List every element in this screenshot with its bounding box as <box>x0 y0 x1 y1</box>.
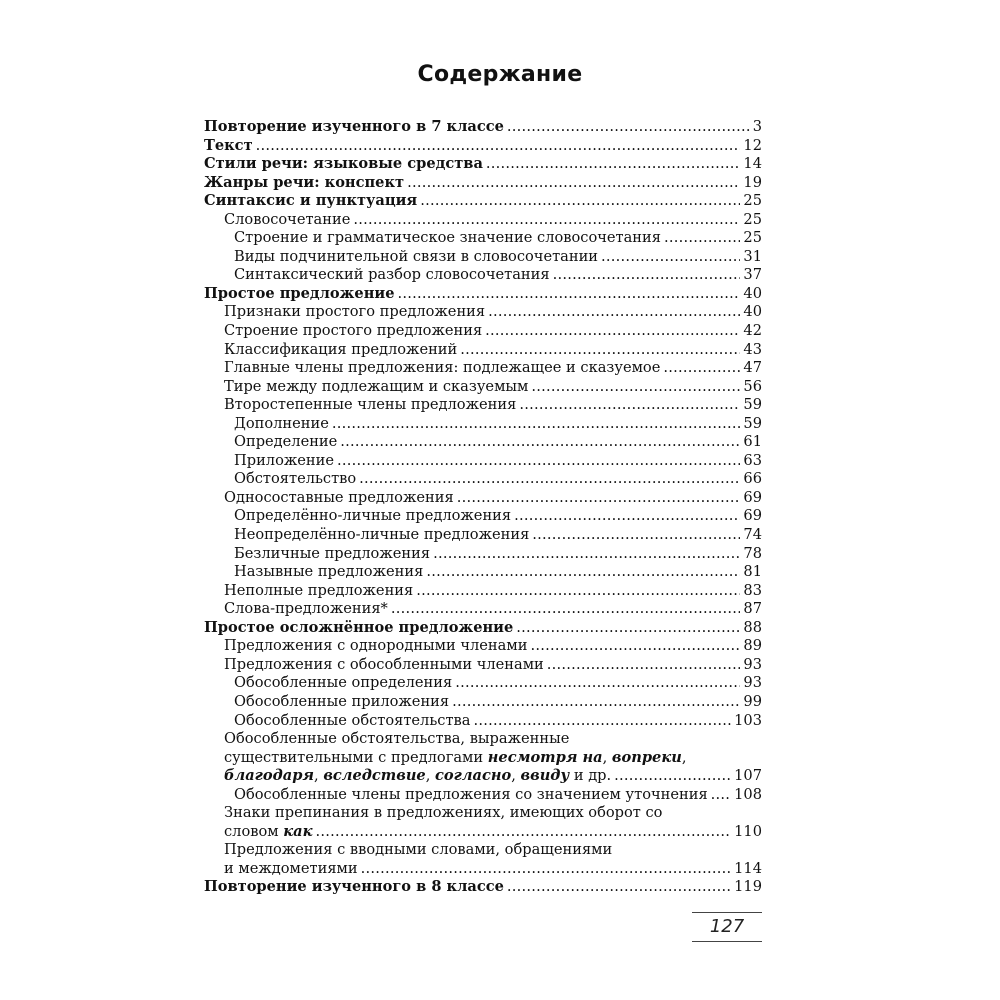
toc-entry-label: Строение простого предложения <box>224 322 483 340</box>
toc-entry-label-part: словом <box>224 822 284 840</box>
emphasis-term: согласно <box>435 767 512 785</box>
dot-leader <box>340 433 740 452</box>
toc-entry-label: Предложения с однородными членами <box>224 637 528 655</box>
toc-entry-label: Виды подчинительной связи в словосочетании <box>234 247 599 265</box>
dot-leader <box>488 303 740 322</box>
dot-leader <box>433 545 740 564</box>
dot-leader <box>397 285 740 304</box>
toc-entry-row[interactable] <box>204 470 762 489</box>
toc-page-number: 25 <box>743 192 762 210</box>
toc-entry-row[interactable] <box>204 229 762 248</box>
toc-page-number: 93 <box>743 655 762 673</box>
toc-page-number: 78 <box>743 544 762 562</box>
toc-entry-row[interactable] <box>204 341 762 360</box>
toc-page-number: 69 <box>743 488 762 506</box>
dot-leader <box>337 452 740 471</box>
toc-entry-row[interactable] <box>204 174 762 193</box>
toc-page-number: 93 <box>743 674 762 692</box>
emphasis-term: вопреки <box>611 748 682 766</box>
toc-page-number: 3 <box>752 118 762 135</box>
toc-page-number: 37 <box>743 266 762 284</box>
toc-page-number: 56 <box>743 377 762 395</box>
toc-entry-multiline-line <box>204 841 762 860</box>
toc-page-number: 110 <box>734 822 762 840</box>
toc-entry-row[interactable] <box>204 600 762 619</box>
toc-entry-label: Неопределённо-личные предложения <box>234 526 530 544</box>
dot-leader <box>663 359 740 378</box>
toc-entry-row[interactable] <box>204 322 762 341</box>
toc-entry-label: Тире между подлежащим и сказуемым <box>224 377 529 395</box>
toc-entry-row[interactable] <box>204 433 762 452</box>
toc-entry-label: Определение <box>234 433 338 451</box>
toc-entry-row[interactable] <box>204 656 762 675</box>
toc-entry-row[interactable] <box>204 712 762 731</box>
dot-leader <box>455 674 740 693</box>
toc-entry-row[interactable] <box>204 767 762 786</box>
dot-leader <box>416 582 740 601</box>
toc-entry-row[interactable] <box>204 489 762 508</box>
toc-entry-label: Неполные предложения <box>224 581 414 599</box>
toc-entry-label[interactable]: Обособленные обстоятельства, выраженные <box>224 730 570 748</box>
toc-page-number: 59 <box>743 396 762 414</box>
toc-entry-multiline-line <box>204 749 762 768</box>
toc-entry-label: Обособленные обстоятельства <box>234 711 471 729</box>
dot-leader <box>514 507 740 526</box>
toc-entry-label: Предложения с обособленными членами <box>224 655 544 673</box>
dot-leader <box>452 693 740 712</box>
toc-entry-label <box>224 823 312 842</box>
toc-entry-row[interactable] <box>204 248 762 267</box>
dot-leader <box>507 878 731 897</box>
dot-leader <box>507 118 750 137</box>
dot-leader <box>486 155 741 174</box>
toc-entry-label: Текст <box>204 136 253 154</box>
dot-leader <box>426 563 740 582</box>
emphasis-term: несмотря на <box>487 748 603 766</box>
toc-entry-row[interactable] <box>204 619 762 638</box>
toc-entry-row[interactable] <box>204 563 762 582</box>
toc-page-number: 107 <box>734 767 762 785</box>
toc-entry-label: Повторение изученного в 8 классе <box>204 878 504 896</box>
toc-entry-label: Определённо-личные предложения <box>234 507 512 525</box>
toc-entry-label: Жанры речи: конспект <box>204 173 405 191</box>
dot-leader <box>485 322 740 341</box>
toc-entry-label: Синтаксис и пунктуация <box>204 192 418 210</box>
punct: , <box>681 748 687 766</box>
toc-page-number: 99 <box>743 692 762 710</box>
toc-entry-row[interactable] <box>204 526 762 545</box>
toc-entry-label: Приложение <box>234 451 335 469</box>
toc-entry-multiline-line <box>204 730 762 749</box>
toc-entry-label: Синтаксический разбор словосочетания <box>234 266 550 284</box>
toc-page-number: 14 <box>743 155 762 173</box>
dot-leader <box>391 600 741 619</box>
toc-entry-row[interactable] <box>204 303 762 322</box>
dot-leader <box>315 823 731 842</box>
toc-page-number: 40 <box>743 284 762 302</box>
dot-leader <box>420 192 740 211</box>
toc-entry-row[interactable] <box>204 137 762 156</box>
dot-leader <box>516 619 740 638</box>
toc-entry-row[interactable] <box>204 582 762 601</box>
toc-page-number: 83 <box>743 581 762 599</box>
toc-page-number: 47 <box>743 359 762 377</box>
toc-entry-label: Строение и грамматическое значение словосочетания <box>234 229 661 247</box>
toc-entry-label: Стили речи: языковые средства <box>204 155 483 173</box>
punct: , <box>511 767 521 785</box>
toc-page-number: 63 <box>743 451 762 469</box>
toc-page-number: 25 <box>743 210 762 228</box>
toc-entry-row[interactable] <box>204 378 762 397</box>
toc-entry-label: Повторение изученного в 7 классе <box>204 118 504 135</box>
toc-entry-label: Обособленные определения <box>234 674 453 692</box>
toc-entry-row[interactable] <box>204 192 762 211</box>
dot-leader <box>601 248 740 267</box>
dot-leader <box>530 637 740 656</box>
emphasis-term: благодаря <box>224 767 315 785</box>
dot-leader <box>407 174 740 193</box>
toc-entry-row[interactable] <box>204 545 762 564</box>
emphasis-term: как <box>283 822 313 840</box>
dot-leader <box>332 415 741 434</box>
page-number: 127 <box>692 912 762 942</box>
toc-page-number: 19 <box>743 173 762 191</box>
toc-page-number: 89 <box>743 637 762 655</box>
toc-entry-label: Второстепенные члены предложения <box>224 396 517 414</box>
toc-entry-label <box>224 767 611 786</box>
toc-page-number: 88 <box>743 618 762 636</box>
toc-entry-label: Обстоятельство <box>234 470 357 488</box>
toc-page-number: 81 <box>743 563 762 581</box>
toc-entry-label: Главные члены предложения: подлежащее и сказуемое <box>224 359 661 377</box>
dot-leader <box>457 489 741 508</box>
toc-entry-label: Односоставные предложения <box>224 488 454 506</box>
toc-page-number: 59 <box>743 414 762 432</box>
toc-entry-row[interactable] <box>204 211 762 230</box>
toc-entry-row[interactable] <box>204 674 762 693</box>
toc-entries <box>204 118 762 730</box>
dot-leader <box>353 211 740 230</box>
emphasis-term: вследствие <box>323 767 426 785</box>
toc-entry-label: Обособленные приложения <box>234 692 450 710</box>
dot-leader <box>553 266 741 285</box>
toc-entry-row[interactable] <box>204 786 762 805</box>
toc-entry-row[interactable] <box>204 266 762 285</box>
dot-leader <box>664 229 740 248</box>
toc-page-number: 103 <box>734 711 762 729</box>
dot-leader <box>614 767 731 786</box>
page-title: Содержание <box>417 62 583 87</box>
toc-page-number: 69 <box>743 507 762 525</box>
dot-leader <box>473 712 731 731</box>
toc-entry-row[interactable] <box>204 415 762 434</box>
toc-entry-row[interactable] <box>204 860 762 879</box>
toc-entry-label: Простое предложение <box>204 284 395 302</box>
toc-entry-label: Классификация предложений <box>224 340 458 358</box>
toc-entry-label: Простое осложнённое предложение <box>204 618 514 636</box>
toc-page-number: 74 <box>743 526 762 544</box>
dot-leader <box>711 786 731 805</box>
toc-entry-row[interactable] <box>204 637 762 656</box>
toc-page-number: 119 <box>734 878 762 896</box>
dot-leader <box>532 526 740 545</box>
toc-page-number: 25 <box>743 229 762 247</box>
toc-entry-label: Словосочетание <box>224 210 351 228</box>
toc-entry-row[interactable] <box>204 359 762 378</box>
toc-entry-label: и междометиями <box>224 859 358 877</box>
toc-entry-row[interactable] <box>204 878 762 897</box>
toc-page-number: 108 <box>734 785 762 803</box>
toc-page-number: 43 <box>743 340 762 358</box>
toc-page-number: 87 <box>743 600 762 618</box>
toc-entry-multiline-line <box>204 804 762 823</box>
toc-entry-row[interactable] <box>204 118 762 137</box>
toc-entry-row[interactable] <box>204 693 762 712</box>
toc-entry-label: Безличные предложения <box>234 544 431 562</box>
toc-entry-row[interactable] <box>204 285 762 304</box>
toc-page-number: 12 <box>743 136 762 154</box>
punct: , <box>425 767 436 785</box>
toc-entry-label: Признаки простого предложения <box>224 303 486 321</box>
toc-entry-label-part: существительными с предлогами <box>224 748 488 766</box>
toc-entry-row[interactable] <box>204 396 762 415</box>
toc-entry-row[interactable] <box>204 155 762 174</box>
emphasis-term: ввиду <box>520 767 570 785</box>
toc-page-number: 66 <box>743 470 762 488</box>
dot-leader <box>460 341 740 360</box>
dot-leader <box>519 396 740 415</box>
dot-leader <box>256 137 741 156</box>
punct: , <box>314 767 324 785</box>
toc-entry-label: Назывные предложения <box>234 563 424 581</box>
toc-entry-label[interactable]: Предложения с вводными словами, обращениями <box>224 841 613 859</box>
toc-page-number: 114 <box>734 859 762 877</box>
toc-entry-label: Дополнение <box>234 414 329 432</box>
toc-page-number: 40 <box>743 303 762 321</box>
toc-page-number: 61 <box>743 433 762 451</box>
toc-entry-label[interactable]: Знаки препинания в предложениях, имеющих оборот со <box>224 804 663 822</box>
dot-leader <box>359 470 740 489</box>
dot-leader <box>361 860 732 879</box>
toc-entry-row[interactable] <box>204 823 762 842</box>
toc-entry-row[interactable] <box>204 452 762 471</box>
toc-entry-label: Слова-предложения* <box>224 600 388 618</box>
toc-entry-label-part: и др. <box>569 767 612 785</box>
table-of-contents <box>204 118 762 897</box>
punct: , <box>602 748 612 766</box>
dot-leader <box>531 378 740 397</box>
dot-leader <box>547 656 741 675</box>
toc-entry-label: Обособленные члены предложения со значением уточнения <box>234 785 708 803</box>
toc-page-number: 31 <box>743 247 762 265</box>
toc-entry-row[interactable] <box>204 507 762 526</box>
toc-page-number: 42 <box>743 322 762 340</box>
